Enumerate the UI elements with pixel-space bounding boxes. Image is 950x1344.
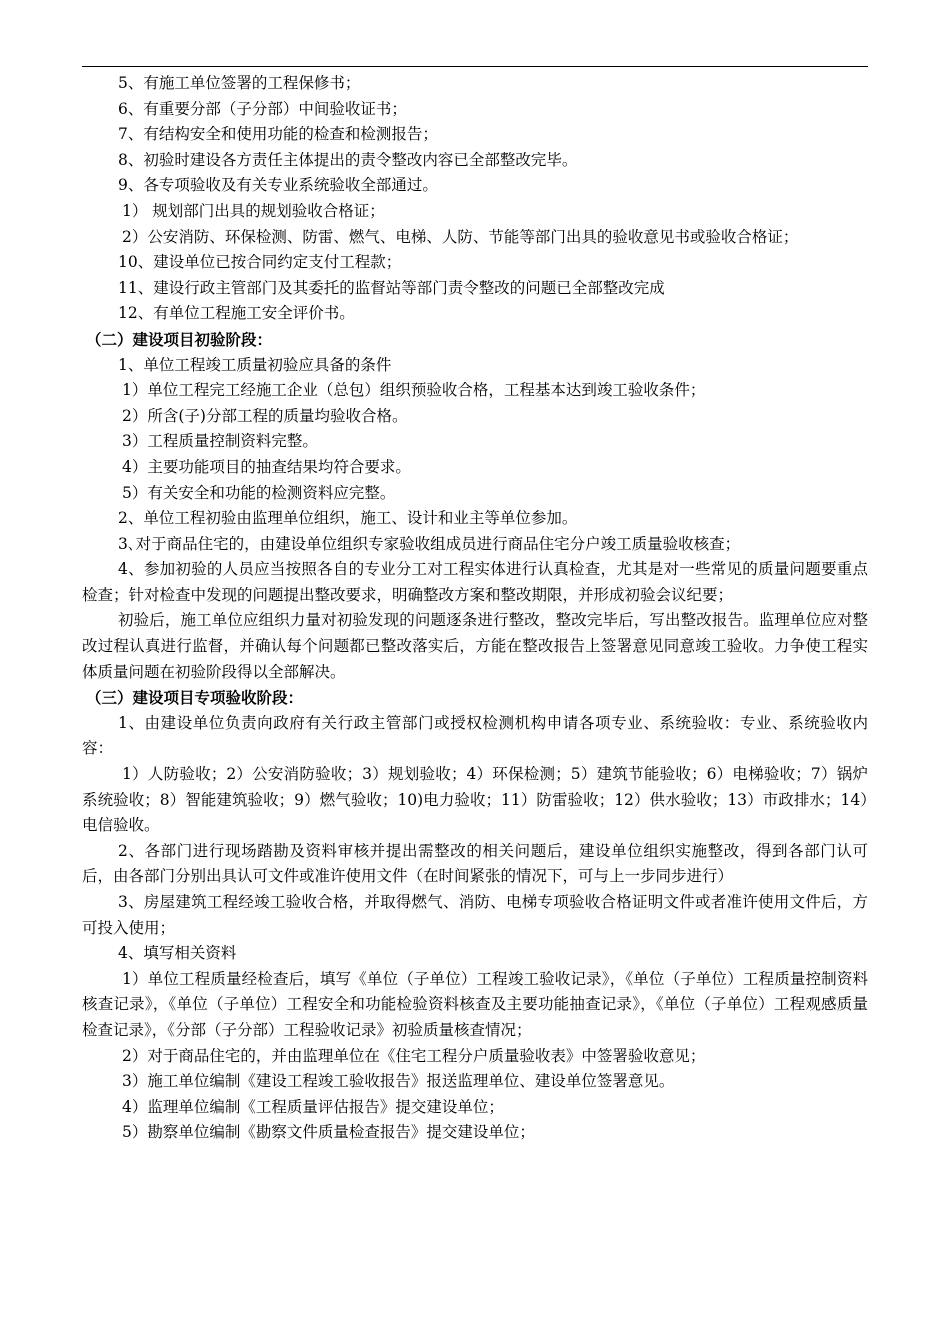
s3-item-1-list: 1）人防验收；2）公安消防验收；3）规划验收；4）环保检测；5）建筑节能验收；6）电梯验收；7）锅炉系统验收；8）智能建筑验收；9）燃气验收；10)电力验收；11）防雷验收；12）供水验收；13）市政排水；14）电信验收。 <box>82 765 868 835</box>
item-9: 9、各专项验收及有关专业系统验收全部通过。 <box>118 176 438 195</box>
s2-item-1-sub-1: 1）单位工程完工经施工企业（总包）组织预验收合格，工程基本达到竣工验收条件； <box>122 381 706 400</box>
s3-item-4-sub-1: 1）单位工程质量经检查后，填写《单位（子单位）工程竣工验收记录》，《单位（子单位）工程质量控制资料核查记录》，《单位（子单位）工程安全和功能检验资料核查及主要功能抽查记录》，《单位（子单位）工程观感质量检查记录》，《分部（子分部）工程验收记录》初验质量核查情况； <box>82 969 868 1039</box>
s2-item-1-sub-4: 4）主要功能项目的抽查结果均符合要求。 <box>122 457 411 476</box>
s3-item-3: 3、房屋建筑工程经竣工验收合格，并取得燃气、消防、电梯专项验收合格证明文件或者准许使用文件后，方可投入使用； <box>82 893 868 937</box>
item-9-sub-1: 1） 规划部门出具的规划验收合格证； <box>122 201 385 220</box>
item-7: 7、有结构安全和使用功能的检查和检测报告； <box>118 125 438 144</box>
s3-item-4-sub-4: 4）监理单位编制《工程质量评估报告》提交建设单位； <box>122 1097 504 1116</box>
s2-item-1: 1、单位工程竣工质量初验应具备的条件 <box>118 355 392 374</box>
s3-item-1: 1、由建设单位负责向政府有关行政主管部门或授权检测机构申请各项专业、系统验收：专业、系统验收内容： <box>82 713 868 758</box>
s2-item-1-sub-5: 5）有关安全和功能的检测资料应完整。 <box>122 483 396 502</box>
item-12: 12、有单位工程施工安全评价书。 <box>118 304 355 323</box>
s2-paragraph: 初验后，施工单位应组织力量对初验发现的问题逐条进行整改，整改完毕后，写出整改报告。监理单位应对整改过程认真进行监督，并确认每个问题都已整改落实后，方能在整改报告上签署意见同意竣工验收。力争使工程实体质量问题在初验阶段得以全部解决。 <box>82 611 868 681</box>
item-11: 11、建设行政主管部门及其委托的监督站等部门责令整改的问题已全部整改完成 <box>118 278 665 297</box>
s3-item-4-sub-2: 2）对于商品住宅的，并由监理单位在《住宅工程分户质量验收表》中签署验收意见； <box>122 1046 706 1065</box>
document-body <box>82 71 868 1146</box>
s2-item-2: 2、单位工程初验由监理单位组织，施工、设计和业主等单位参加。 <box>118 509 578 528</box>
s3-item-4: 4、填写相关资料 <box>118 944 237 963</box>
section-heading-2: （二）建设项目初验阶段： <box>86 329 273 349</box>
s3-item-4-sub-5: 5）勘察单位编制《勘察文件质量检查报告》提交建设单位； <box>122 1123 535 1142</box>
item-10: 10、建设单位已按合同约定支付工程款； <box>118 253 402 272</box>
s2-item-3: 3､对于商品住宅的，由建设单位组织专家验收组成员进行商品住宅分户竣工质量验收核查； <box>118 534 741 553</box>
s3-item-4-sub-3: 3）施工单位编制《建设工程竣工验收报告》报送监理单位、建设单位签署意见。 <box>122 1072 675 1091</box>
item-9-sub-2: 2）公安消防、环保检测、防雷、燃气、电梯、人防、节能等部门出具的验收意见书或验收合格证； <box>122 227 799 246</box>
s3-item-2: 2、各部门进行现场踏勘及资料审核并提出需整改的相关问题后，建设单位组织实施整改，得到各部门认可后，由各部门分别出具认可文件或准许使用文件（在时间紧张的情况下，可与上一步同步进行） <box>82 841 868 886</box>
item-8: 8、初验时建设各方责任主体提出的责令整改内容已全部整改完毕。 <box>118 150 578 169</box>
document-page <box>82 0 868 1344</box>
header-rule <box>82 66 868 67</box>
s2-item-1-sub-3: 3）工程质量控制资料完整。 <box>122 432 318 451</box>
s2-item-4: 4、参加初验的人员应当按照各自的专业分工对工程实体进行认真检查，尤其是对一些常见的质量问题要重点检查；针对检查中发现的问题提出整改要求，明确整改方案和整改期限，并形成初验会议纪要； <box>82 560 868 604</box>
s2-item-1-sub-2: 2）所含(子)分部工程的质量均验收合格。 <box>122 406 408 425</box>
item-6: 6、有重要分部（子分部）中间验收证书； <box>118 99 407 118</box>
section-heading-3: （三）建设项目专项验收阶段： <box>86 688 304 708</box>
item-5: 5、有施工单位签署的工程保修书； <box>118 74 361 92</box>
